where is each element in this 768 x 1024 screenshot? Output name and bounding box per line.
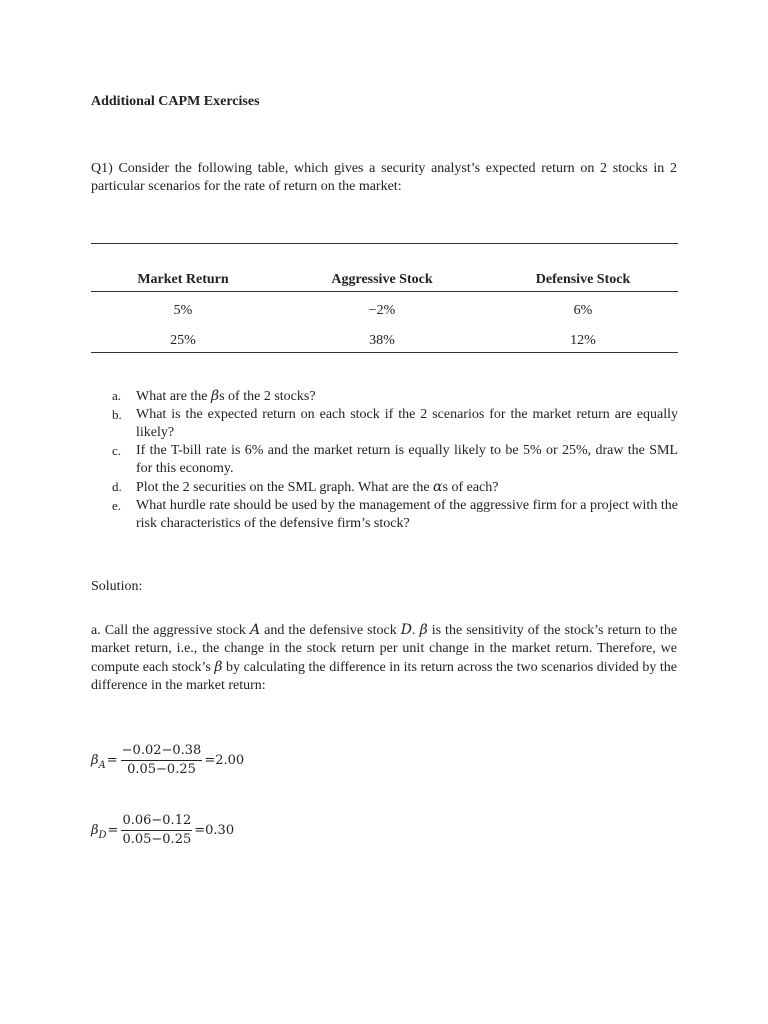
list-item <box>112 442 678 478</box>
question-text: Plot the 2 securities on the SML graph. What are the <box>136 480 434 495</box>
fraction-denominator: 0.05−0.25 <box>127 762 196 777</box>
solution-paragraph-a <box>91 621 677 695</box>
fraction-denominator: 0.05−0.25 <box>122 832 192 847</box>
solution-text: is the sensitivity of the stock’s return to the market return, i.e., the change in the stock return per unit change in the market return. Therefore, we compute each stock’s <box>91 623 678 675</box>
solution-text: by calculating the difference in its return across the two scenarios divided by the difference in the market return: <box>91 660 677 693</box>
question-intro: Q1) Consider the following table, which gives a security analyst’s expected return on 2 stocks in 2 particular scenarios for the rate of return on the market: <box>91 161 677 194</box>
list-item <box>112 478 678 497</box>
list-item-letter: b. <box>112 407 122 422</box>
equation-subscript: A <box>98 760 106 771</box>
question-text: What are the <box>136 389 212 404</box>
list-item-letter: d. <box>112 479 122 494</box>
list-item <box>112 387 678 406</box>
question-list <box>112 387 678 533</box>
question-text: What hurdle rate should be used by the management of the aggressive firm for a project with the risk characteristics of the defensive firm’s stock? <box>136 498 678 531</box>
table-header-market-return: Market Return <box>137 272 229 287</box>
list-item <box>112 497 678 533</box>
solution-label: Solution: <box>91 579 143 594</box>
equation-result: =2.00 <box>204 753 245 768</box>
table-header-defensive-stock: Defensive Stock <box>535 272 631 287</box>
table-cell: 12% <box>570 333 596 348</box>
beta-symbol: β <box>419 622 428 638</box>
table-header-aggressive-stock: Aggressive Stock <box>331 272 433 287</box>
equals-sign: = <box>106 753 118 768</box>
list-item-letter: e. <box>112 498 122 513</box>
beta-symbol: β <box>91 753 99 768</box>
solution-text: a. Call the aggressive stock <box>91 623 250 638</box>
table-bottom-rule <box>91 352 678 353</box>
table-top-rule <box>91 243 678 244</box>
equals-sign: = <box>107 823 119 838</box>
alpha-symbol: α <box>433 479 443 495</box>
fraction <box>121 813 192 848</box>
question-text: s of the 2 stocks? <box>219 389 316 404</box>
table-cell: 38% <box>369 333 395 348</box>
question-text: If the T-bill rate is 6% and the market return is equally likely to be 5% or 25%, draw the SML for this economy. <box>136 443 678 476</box>
equation-result: =0.30 <box>194 823 235 838</box>
symbol-a: A <box>249 622 261 638</box>
table-cell: 5% <box>173 303 193 318</box>
table-cell: 6% <box>573 303 593 318</box>
beta-symbol: β <box>91 823 99 838</box>
symbol-d: D <box>400 622 413 638</box>
beta-symbol: β <box>211 388 220 404</box>
list-item-letter: a. <box>112 388 122 403</box>
fraction-numerator: 0.06−0.12 <box>121 813 192 831</box>
beta-symbol: β <box>214 659 223 675</box>
list-item <box>112 406 678 442</box>
question-text: What is the expected return on each stock if the 2 scenarios for the market return are equally likely? <box>136 407 678 440</box>
equation-beta-d <box>91 813 234 848</box>
table-cell: −2% <box>368 303 396 318</box>
list-item-letter: c. <box>112 443 122 458</box>
equation-subscript: D <box>98 830 107 841</box>
document-title: Additional CAPM Exercises <box>91 94 260 109</box>
table-cell: 25% <box>170 333 196 348</box>
table-header-rule <box>91 291 678 292</box>
solution-text: and the defensive stock <box>260 623 401 638</box>
question-text: s of each? <box>442 480 499 495</box>
fraction-numerator: −0.02−0.38 <box>121 743 203 761</box>
solution-text: . <box>412 623 420 638</box>
fraction <box>121 743 203 778</box>
equation-beta-a <box>91 743 244 778</box>
